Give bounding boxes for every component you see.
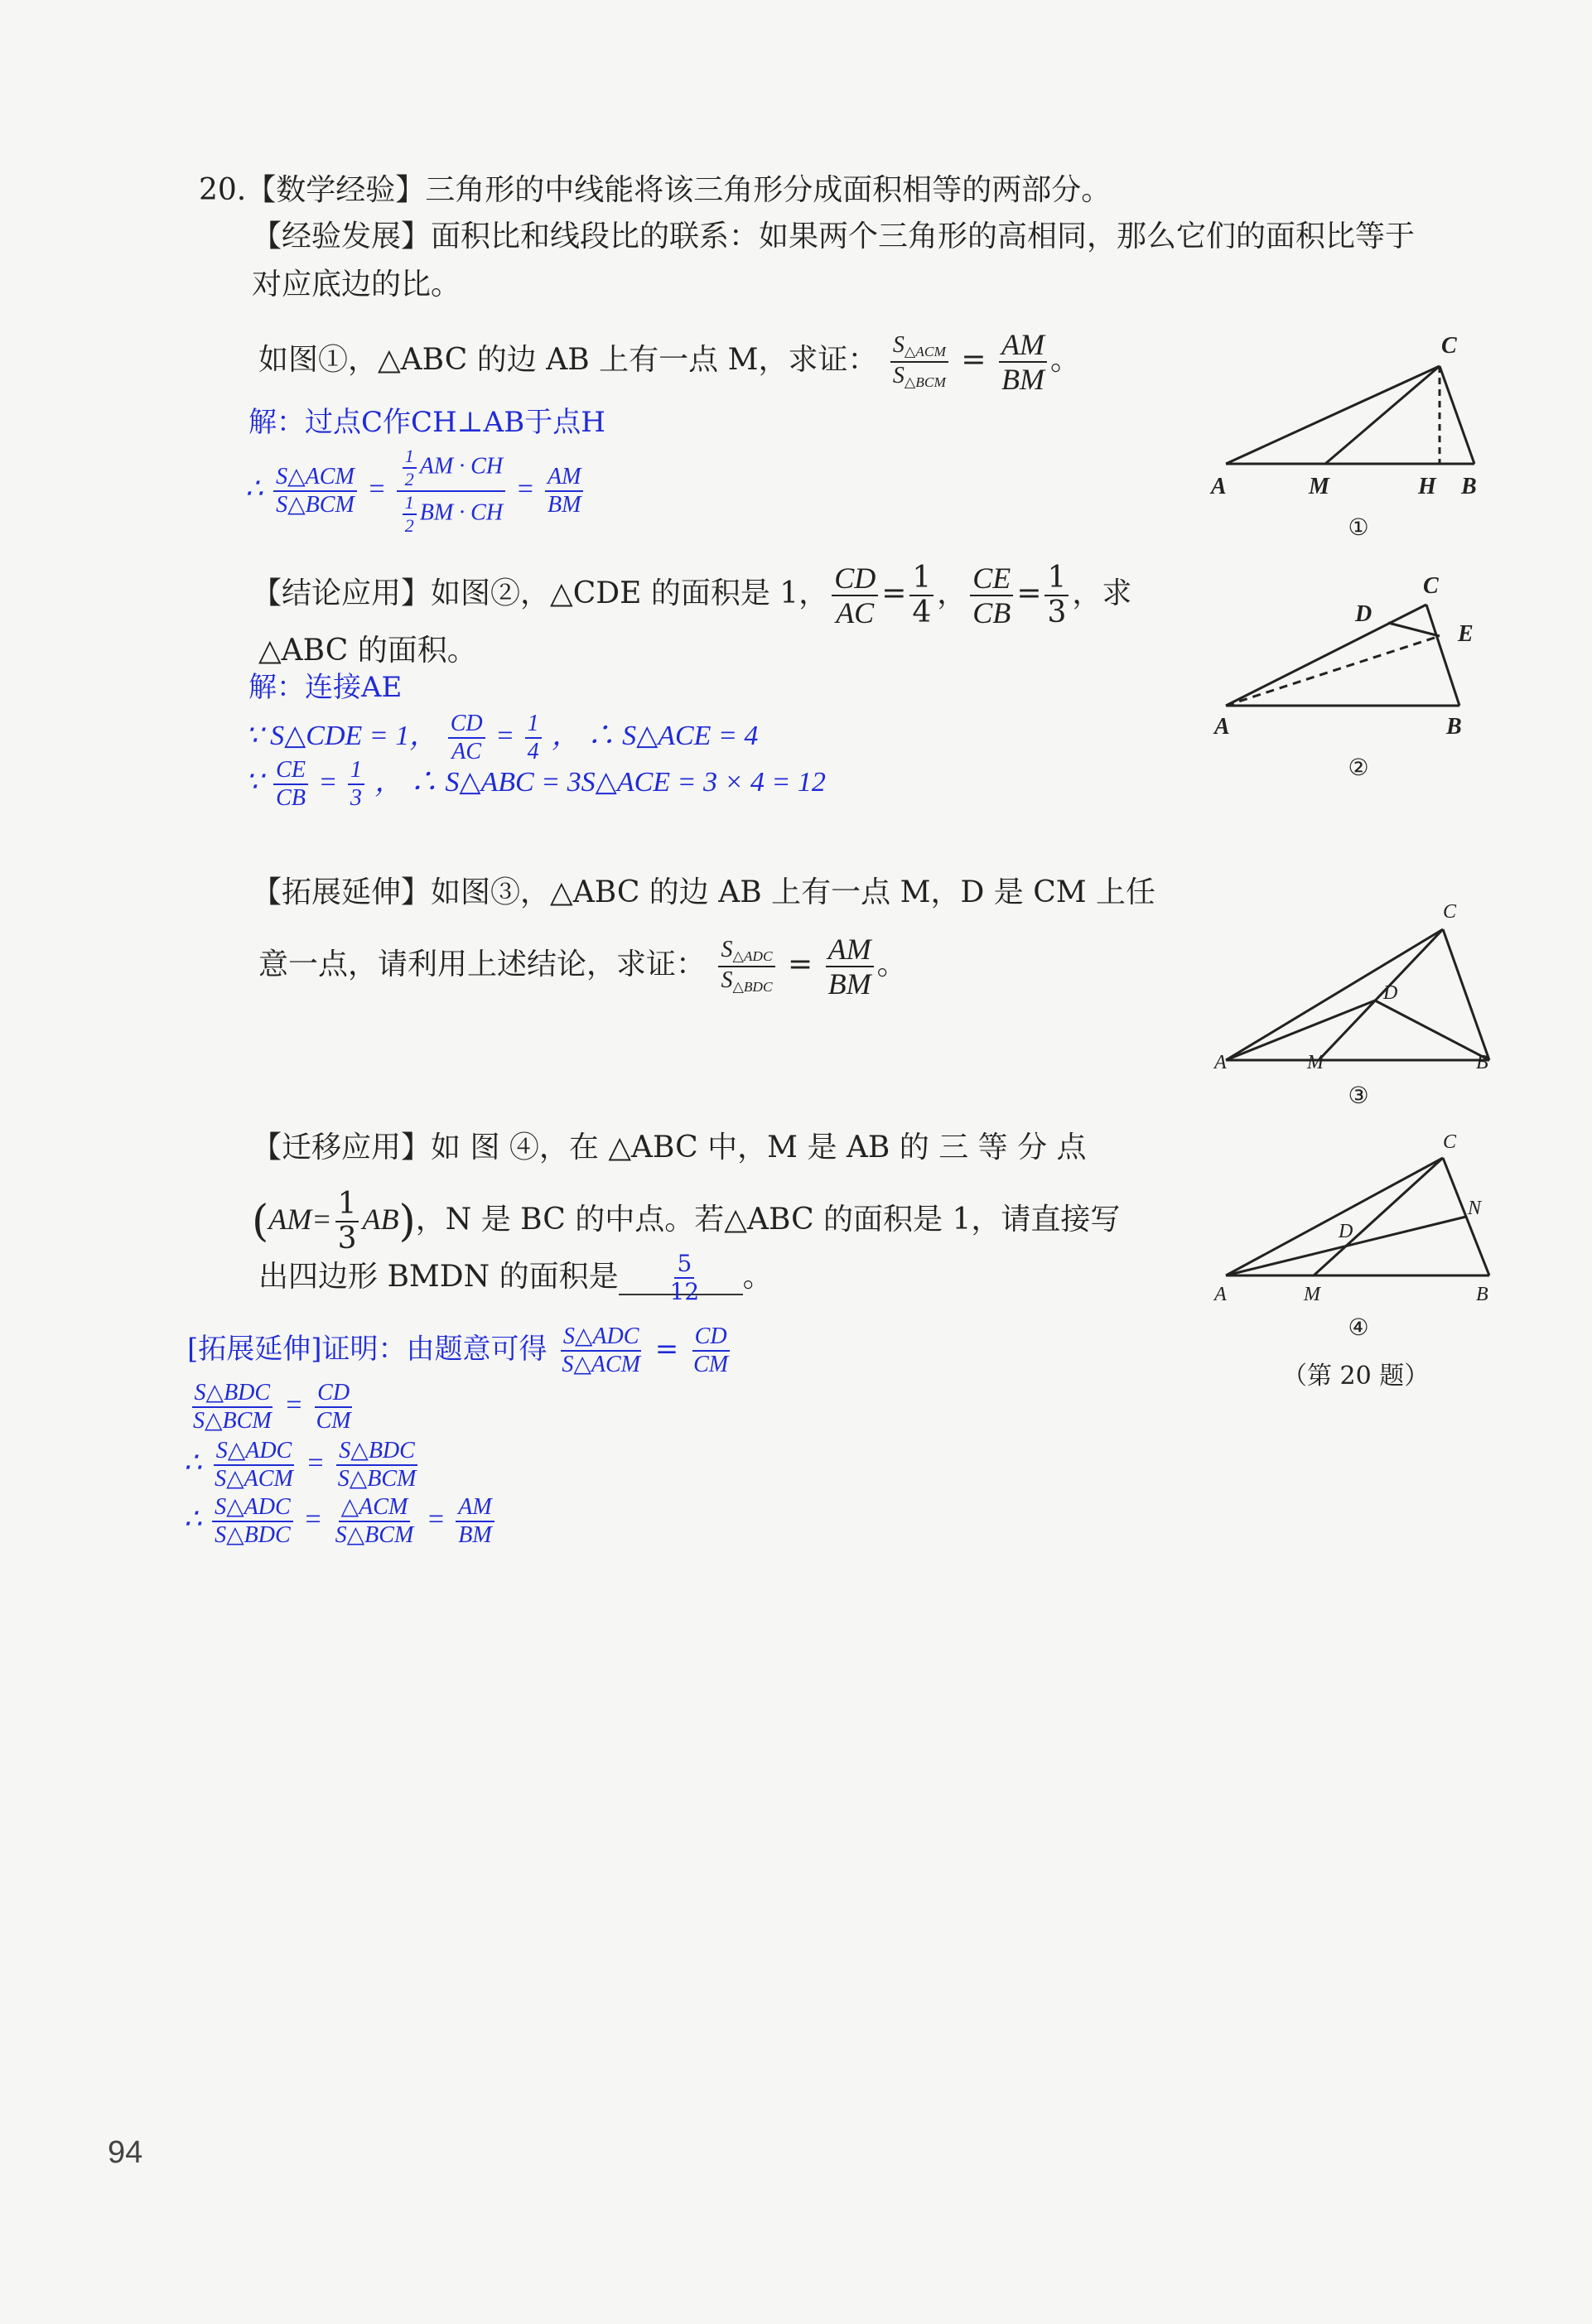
bm: BM (827, 967, 871, 1000)
s3-cd: CD (692, 1325, 730, 1352)
transfer-line-1 (252, 1130, 1087, 1166)
figure-caption: （第 20 题） (1282, 1362, 1430, 1391)
half-fraction (403, 494, 417, 535)
transfer-text-1: 如 图 ④，在 △ABC 中，M 是 AB 的 三 等 分 点 (431, 1131, 1087, 1164)
fig1-number: ① (1348, 513, 1369, 541)
s2-sace: ， ∴ S△ACE = 4 (552, 720, 759, 751)
fig2-side-ac (1226, 605, 1426, 706)
fig1-label-c: C (1441, 333, 1457, 359)
half-fraction (403, 447, 417, 489)
bm: BM (1001, 363, 1044, 396)
s3-r5 (212, 1439, 296, 1491)
s2-one: 1 (525, 712, 542, 739)
s3-bm: BM (458, 1522, 492, 1548)
equals: = (1016, 576, 1042, 610)
s2-cd-ac (448, 712, 485, 764)
s3-tacm: △ACM (339, 1496, 411, 1522)
s3-sbdc: S△BDC (215, 1522, 291, 1548)
period: 。 (1049, 343, 1080, 377)
s3-sadc: S△ADC (214, 1439, 295, 1466)
fig4-label-c: C (1443, 1131, 1457, 1153)
fig2-label-a: A (1214, 714, 1230, 740)
transfer-am: AM= (268, 1203, 332, 1236)
extend-line-1 (252, 875, 1155, 911)
s2-ac: AC (451, 739, 482, 764)
one-third-2 (335, 1189, 359, 1254)
s1-bmch: BM · CH (419, 499, 504, 526)
fig4-number: ④ (1348, 1314, 1369, 1341)
s1-sbcm: S△BCM (276, 492, 355, 518)
therefore-symbol: ∴ (184, 1447, 202, 1478)
half-num: 1 (403, 447, 417, 469)
solution2-line3 (245, 759, 826, 810)
four: 4 (912, 595, 932, 629)
fig1-label-m: M (1309, 474, 1329, 499)
left-paren: ( (252, 1197, 269, 1246)
fig4-label-b: B (1476, 1284, 1488, 1305)
fig3-label-d: D (1383, 982, 1398, 1004)
s3-cd: CD (315, 1381, 352, 1408)
answer-num: 5 (674, 1252, 694, 1279)
extend-tag: 【拓展延伸】 (252, 875, 432, 909)
s3-r9 (456, 1496, 494, 1547)
half-den: 2 (404, 469, 414, 489)
transfer-tag: 【迁移应用】 (252, 1131, 432, 1164)
ac: AC (836, 596, 875, 629)
sub-adc: △ADC (732, 948, 773, 965)
answer-fraction (668, 1252, 702, 1304)
fig3-number: ③ (1348, 1082, 1369, 1109)
fig4-label-d: D (1339, 1221, 1353, 1242)
fig2-label-c: C (1423, 573, 1439, 599)
fig2-side-bc (1426, 605, 1459, 706)
cd: CD (832, 563, 878, 596)
fig2-segment-ae (1226, 636, 1440, 706)
fig4-label-a: A (1214, 1284, 1227, 1305)
s3-cm: CM (316, 1408, 351, 1434)
because-symbol: ∵ (245, 720, 263, 751)
s1-sacm: S△ACM (273, 465, 357, 492)
cd-ac-fraction (832, 563, 878, 628)
fig3-side-ac (1226, 929, 1443, 1060)
s2-one: 1 (348, 759, 364, 785)
s-letter: S (892, 332, 905, 359)
s1-amch: AM · CH (419, 453, 504, 480)
s1-bm: BM (548, 492, 581, 518)
s3-sadc: S△ADC (561, 1325, 642, 1352)
equals: = (367, 473, 387, 504)
qiu: ，求 (1072, 576, 1132, 610)
s3-r7 (212, 1496, 293, 1547)
s2-ce-cb (273, 759, 308, 810)
sub-bdc: △BDC (732, 979, 773, 996)
s2-four: 4 (527, 739, 539, 764)
therefore-symbol: ∴ (245, 473, 263, 504)
develop-text-1: 面积比和线段比的联系：如果两个三角形的高相同，那么它们的面积比等于 (431, 219, 1416, 253)
am: AM (826, 934, 874, 967)
s2-cd: CD (448, 712, 485, 739)
page-number: 94 (108, 2135, 143, 2170)
half-den: 2 (404, 515, 414, 536)
fig3-label-a: A (1214, 1052, 1227, 1073)
s1-ratio-1 (273, 465, 357, 517)
solution1-line1: 解：过点C作CH⊥AB于点H (248, 406, 605, 439)
fig1-side-ac (1226, 366, 1440, 464)
sub-bcm: △BCM (904, 374, 946, 391)
equals: = (318, 766, 338, 798)
fig2-number: ② (1348, 754, 1369, 781)
fig1-prompt-line (258, 330, 1080, 394)
transfer-text-2: ，N 是 BC 的中点。若△ABC 的面积是 1，请直接写 (415, 1203, 1121, 1237)
ce: CE (970, 563, 1013, 596)
one: 1 (335, 1189, 359, 1222)
fig1-prompt: 如图①，△ABC 的边 AB 上有一点 M，求证： (258, 343, 878, 377)
s3-r2 (691, 1325, 731, 1377)
fig1-label-b: B (1461, 474, 1477, 499)
transfer-ab: AB (362, 1203, 399, 1236)
fig2-label-e: E (1458, 621, 1474, 647)
three: 3 (337, 1222, 357, 1256)
equals: = (515, 473, 535, 504)
s-letter: S (892, 363, 905, 388)
period: 。 (742, 1260, 773, 1294)
s3-am: AM (456, 1496, 494, 1522)
s3-sacm: S△ACM (215, 1466, 293, 1492)
apply-text-1: 如图②，△CDE 的面积是 1， (431, 576, 829, 610)
transfer-line-2 (252, 1189, 1120, 1254)
s-letter: S (721, 937, 733, 963)
equals: = (303, 1503, 323, 1535)
one-fourth (909, 563, 933, 628)
problem-line-1 (199, 172, 1111, 209)
s2-ce: CE (273, 759, 308, 785)
sub-acm: △ACM (904, 344, 946, 360)
fig1-area-ratio (890, 334, 948, 389)
equals: = (284, 1389, 304, 1420)
experience-text: 三角形的中线能将该三角形分成面积相等的两部分。 (425, 173, 1112, 207)
s3-r4 (314, 1381, 354, 1433)
right-paren: ) (398, 1197, 416, 1246)
solution1-line2 (245, 447, 586, 535)
s3-r1 (559, 1325, 643, 1377)
half-num: 1 (403, 494, 417, 515)
solution2-line1: 解：连接AE (248, 671, 403, 704)
problem-line-2 (252, 219, 1415, 255)
solution3-line2 (187, 1381, 357, 1433)
fig4-label-n: N (1468, 1198, 1482, 1219)
fig3-segment-ad (1226, 1000, 1375, 1060)
transfer-text-3: 出四边形 BMDN 的面积是 (258, 1260, 619, 1294)
s1-ratio-3 (545, 465, 583, 517)
s3-sbcm: S△BCM (337, 1466, 417, 1492)
s2-quarter (525, 712, 542, 764)
apply-text-2: △ABC 的面积。 (258, 634, 477, 668)
problem-number: 20. (199, 173, 247, 207)
extend-area-ratio (718, 938, 774, 994)
s2-three: 3 (350, 785, 362, 811)
because-symbol: ∵ (245, 766, 263, 798)
s3-sbcm: S△BCM (193, 1408, 272, 1434)
cb: CB (972, 596, 1011, 629)
s3-sbdc: S△BDC (336, 1439, 417, 1466)
fig4-label-m: M (1304, 1284, 1320, 1305)
develop-tag: 【经验发展】 (252, 219, 432, 253)
three: 3 (1047, 595, 1067, 629)
therefore-symbol: ∴ (184, 1503, 202, 1535)
fig3-label-b: B (1476, 1052, 1488, 1073)
one: 1 (909, 563, 933, 596)
extend-text-1: 如图③，△ABC 的边 AB 上有一点 M，D 是 CM 上任 (431, 875, 1156, 909)
s2-cb: CB (276, 785, 306, 811)
am: AM (999, 330, 1047, 363)
develop-text-2: 对应底边的比。 (252, 268, 461, 301)
answer-den: 12 (669, 1278, 700, 1305)
transfer-line-3 (258, 1250, 773, 1305)
solution3-line3 (184, 1439, 422, 1491)
equals: = (961, 343, 987, 377)
equals: = (306, 1447, 326, 1478)
s2-result: ， ∴ S△ABC = 3S△ACE = 3 × 4 = 12 (374, 766, 826, 798)
solution3-line4 (184, 1496, 498, 1547)
extend-text-2: 意一点，请利用上述结论，求证： (258, 947, 707, 981)
s2-scde: S△CDE = 1， (270, 720, 438, 751)
apply-line-1 (252, 563, 1131, 628)
fig3-label-m: M (1307, 1052, 1324, 1073)
s2-third (348, 759, 364, 810)
equals: = (881, 576, 907, 610)
experience-tag: 【数学经验】 (246, 173, 426, 207)
one: 1 (1044, 563, 1069, 596)
s3-r3 (191, 1381, 274, 1433)
fig1-label-h: H (1418, 474, 1436, 499)
fig3-segment-cm (1319, 929, 1443, 1060)
fig1-segment-cm (1325, 366, 1440, 464)
s1-ratio-2 (397, 447, 505, 535)
apply-tag: 【结论应用】 (252, 576, 432, 610)
figure-1 (1209, 331, 1524, 505)
one-third (1044, 563, 1069, 628)
equals: = (495, 720, 515, 751)
s3-sbdc: S△BDC (192, 1381, 273, 1408)
fig2-label-d: D (1355, 601, 1372, 627)
ce-cb-fraction (970, 563, 1013, 628)
s3-r6 (335, 1439, 419, 1491)
extend-length-ratio (826, 934, 874, 999)
s-letter: S (721, 967, 733, 993)
fig1-side-bc (1440, 366, 1474, 464)
comma: ， (937, 576, 967, 610)
equals: = (426, 1503, 446, 1535)
answer-blank[interactable] (619, 1250, 743, 1305)
s3-title: [拓展延伸]证明：由题意可得 (187, 1333, 548, 1366)
fig1-label-a: A (1211, 474, 1227, 499)
s3-r8 (333, 1496, 417, 1547)
s3-sadc: S△ADC (212, 1496, 293, 1522)
s3-sbcm: S△BCM (335, 1522, 414, 1548)
fig2-label-b: B (1446, 714, 1462, 740)
figure-2 (1209, 571, 1524, 737)
period: 。 (876, 947, 907, 981)
fig3-label-c: C (1443, 901, 1457, 923)
s1-am: AM (545, 465, 583, 492)
solution2-line2 (245, 712, 758, 764)
s3-cm: CM (693, 1352, 729, 1377)
equals: = (654, 1333, 679, 1366)
equals: = (788, 947, 813, 981)
extend-line-2 (258, 934, 907, 999)
fig1-length-ratio (999, 330, 1047, 394)
solution3-line1 (187, 1325, 734, 1377)
s3-sacm: S△ACM (562, 1352, 640, 1377)
